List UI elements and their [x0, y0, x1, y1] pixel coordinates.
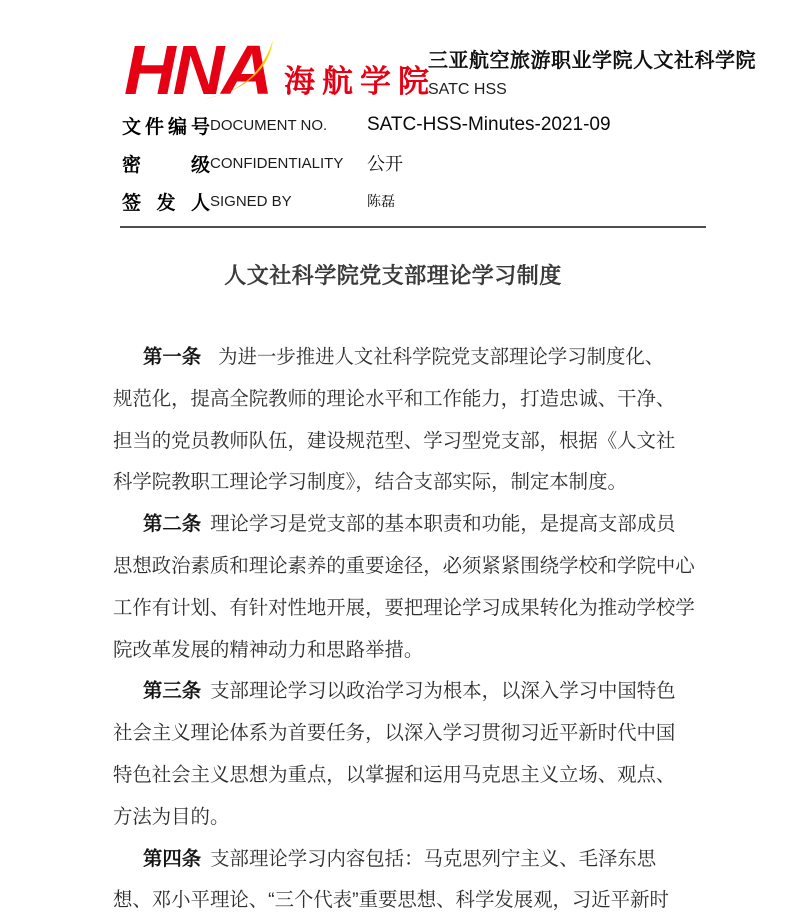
meta-row-document-no — [122, 106, 682, 144]
body-line-text: 支部理论学习内容包括：马克思列宁主义、毛泽东思 — [210, 847, 657, 870]
body-line: 院改革发展的精神动力和思路举措。 — [113, 638, 424, 661]
meta-value-confidentiality: 公开 — [367, 154, 403, 174]
body-line — [113, 671, 753, 713]
clause-label: 第一条 — [143, 346, 202, 368]
hna-logo-mark — [122, 38, 274, 100]
document-meta — [122, 106, 682, 220]
clause-label: 第二条 — [143, 513, 202, 536]
body-line-text: 为进一步推进人文社科学院党支部理论学习制度化、 — [218, 346, 665, 368]
hna-logo — [122, 36, 436, 100]
body-line — [113, 337, 753, 379]
org-name-cn: 三亚航空旅游职业学院人文社科学院 — [428, 50, 756, 72]
body-line: 规范化，提高全院教师的理论水平和工作能力，打造忠诚、干净、 — [113, 387, 676, 410]
paragraph-3 — [113, 671, 753, 838]
document-body — [113, 337, 753, 918]
body-line: 方法为目的。 — [113, 805, 230, 828]
body-line: 科学院教职工理论学习制度》，结合支部实际，制定本制度。 — [113, 471, 627, 494]
body-line: 工作有计划、有针对性地开展，要把理论学习成果转化为推动学校学 — [113, 596, 695, 619]
org-block — [428, 44, 756, 99]
body-line-text: 理论学习是党支部的基本职责和功能，是提高支部成员 — [210, 513, 676, 536]
body-line: 社会主义理论体系为首要任务，以深入学习贯彻习近平新时代中国 — [113, 722, 676, 745]
meta-value-document-no: SATC-HSS-Minutes-2021-09 — [367, 114, 611, 135]
hna-letters: HNA — [124, 38, 270, 100]
body-line: 担当的党员教师队伍，建设规范型、学习型党支部，根据《人文社 — [113, 429, 676, 452]
body-line: 思想政治素质和理论素养的重要途径，必须紧紧围绕学校和学院中心 — [113, 554, 695, 577]
hna-logo-cn-text: 海航学院 — [284, 64, 436, 99]
meta-label-cn: 签发人 — [122, 192, 210, 214]
clause-label: 第四条 — [143, 847, 202, 870]
meta-row-signed-by — [122, 182, 682, 220]
body-line — [113, 839, 753, 881]
paragraph-2 — [113, 504, 753, 671]
org-name-en: SATC HSS — [428, 81, 507, 98]
meta-label-en: DOCUMENT NO. — [210, 116, 328, 134]
meta-label-cn: 密级 — [122, 154, 210, 176]
paragraph-1 — [113, 337, 753, 504]
meta-label-en: SIGNED BY — [210, 192, 292, 210]
clause-label: 第三条 — [143, 680, 202, 703]
meta-row-confidentiality — [122, 144, 682, 182]
body-line-text: 支部理论学习以政治学习为根本，以深入学习中国特色 — [210, 680, 676, 703]
header-divider — [120, 226, 706, 228]
body-line — [113, 504, 753, 546]
page-title: 人文社科学院党支部理论学习制度 — [224, 263, 562, 288]
body-line: 想、邓小平理论、“三个代表”重要思想、科学发展观，习近平新时 — [113, 889, 669, 912]
meta-value-signed-by: 陈磊 — [367, 193, 395, 209]
body-line: 特色社会主义思想为重点，以掌握和运用马克思主义立场、观点、 — [113, 763, 676, 786]
meta-label-cn: 文件编号 — [122, 116, 210, 138]
meta-label-en: CONFIDENTIALITY — [210, 154, 344, 172]
paragraph-4 — [113, 839, 753, 918]
